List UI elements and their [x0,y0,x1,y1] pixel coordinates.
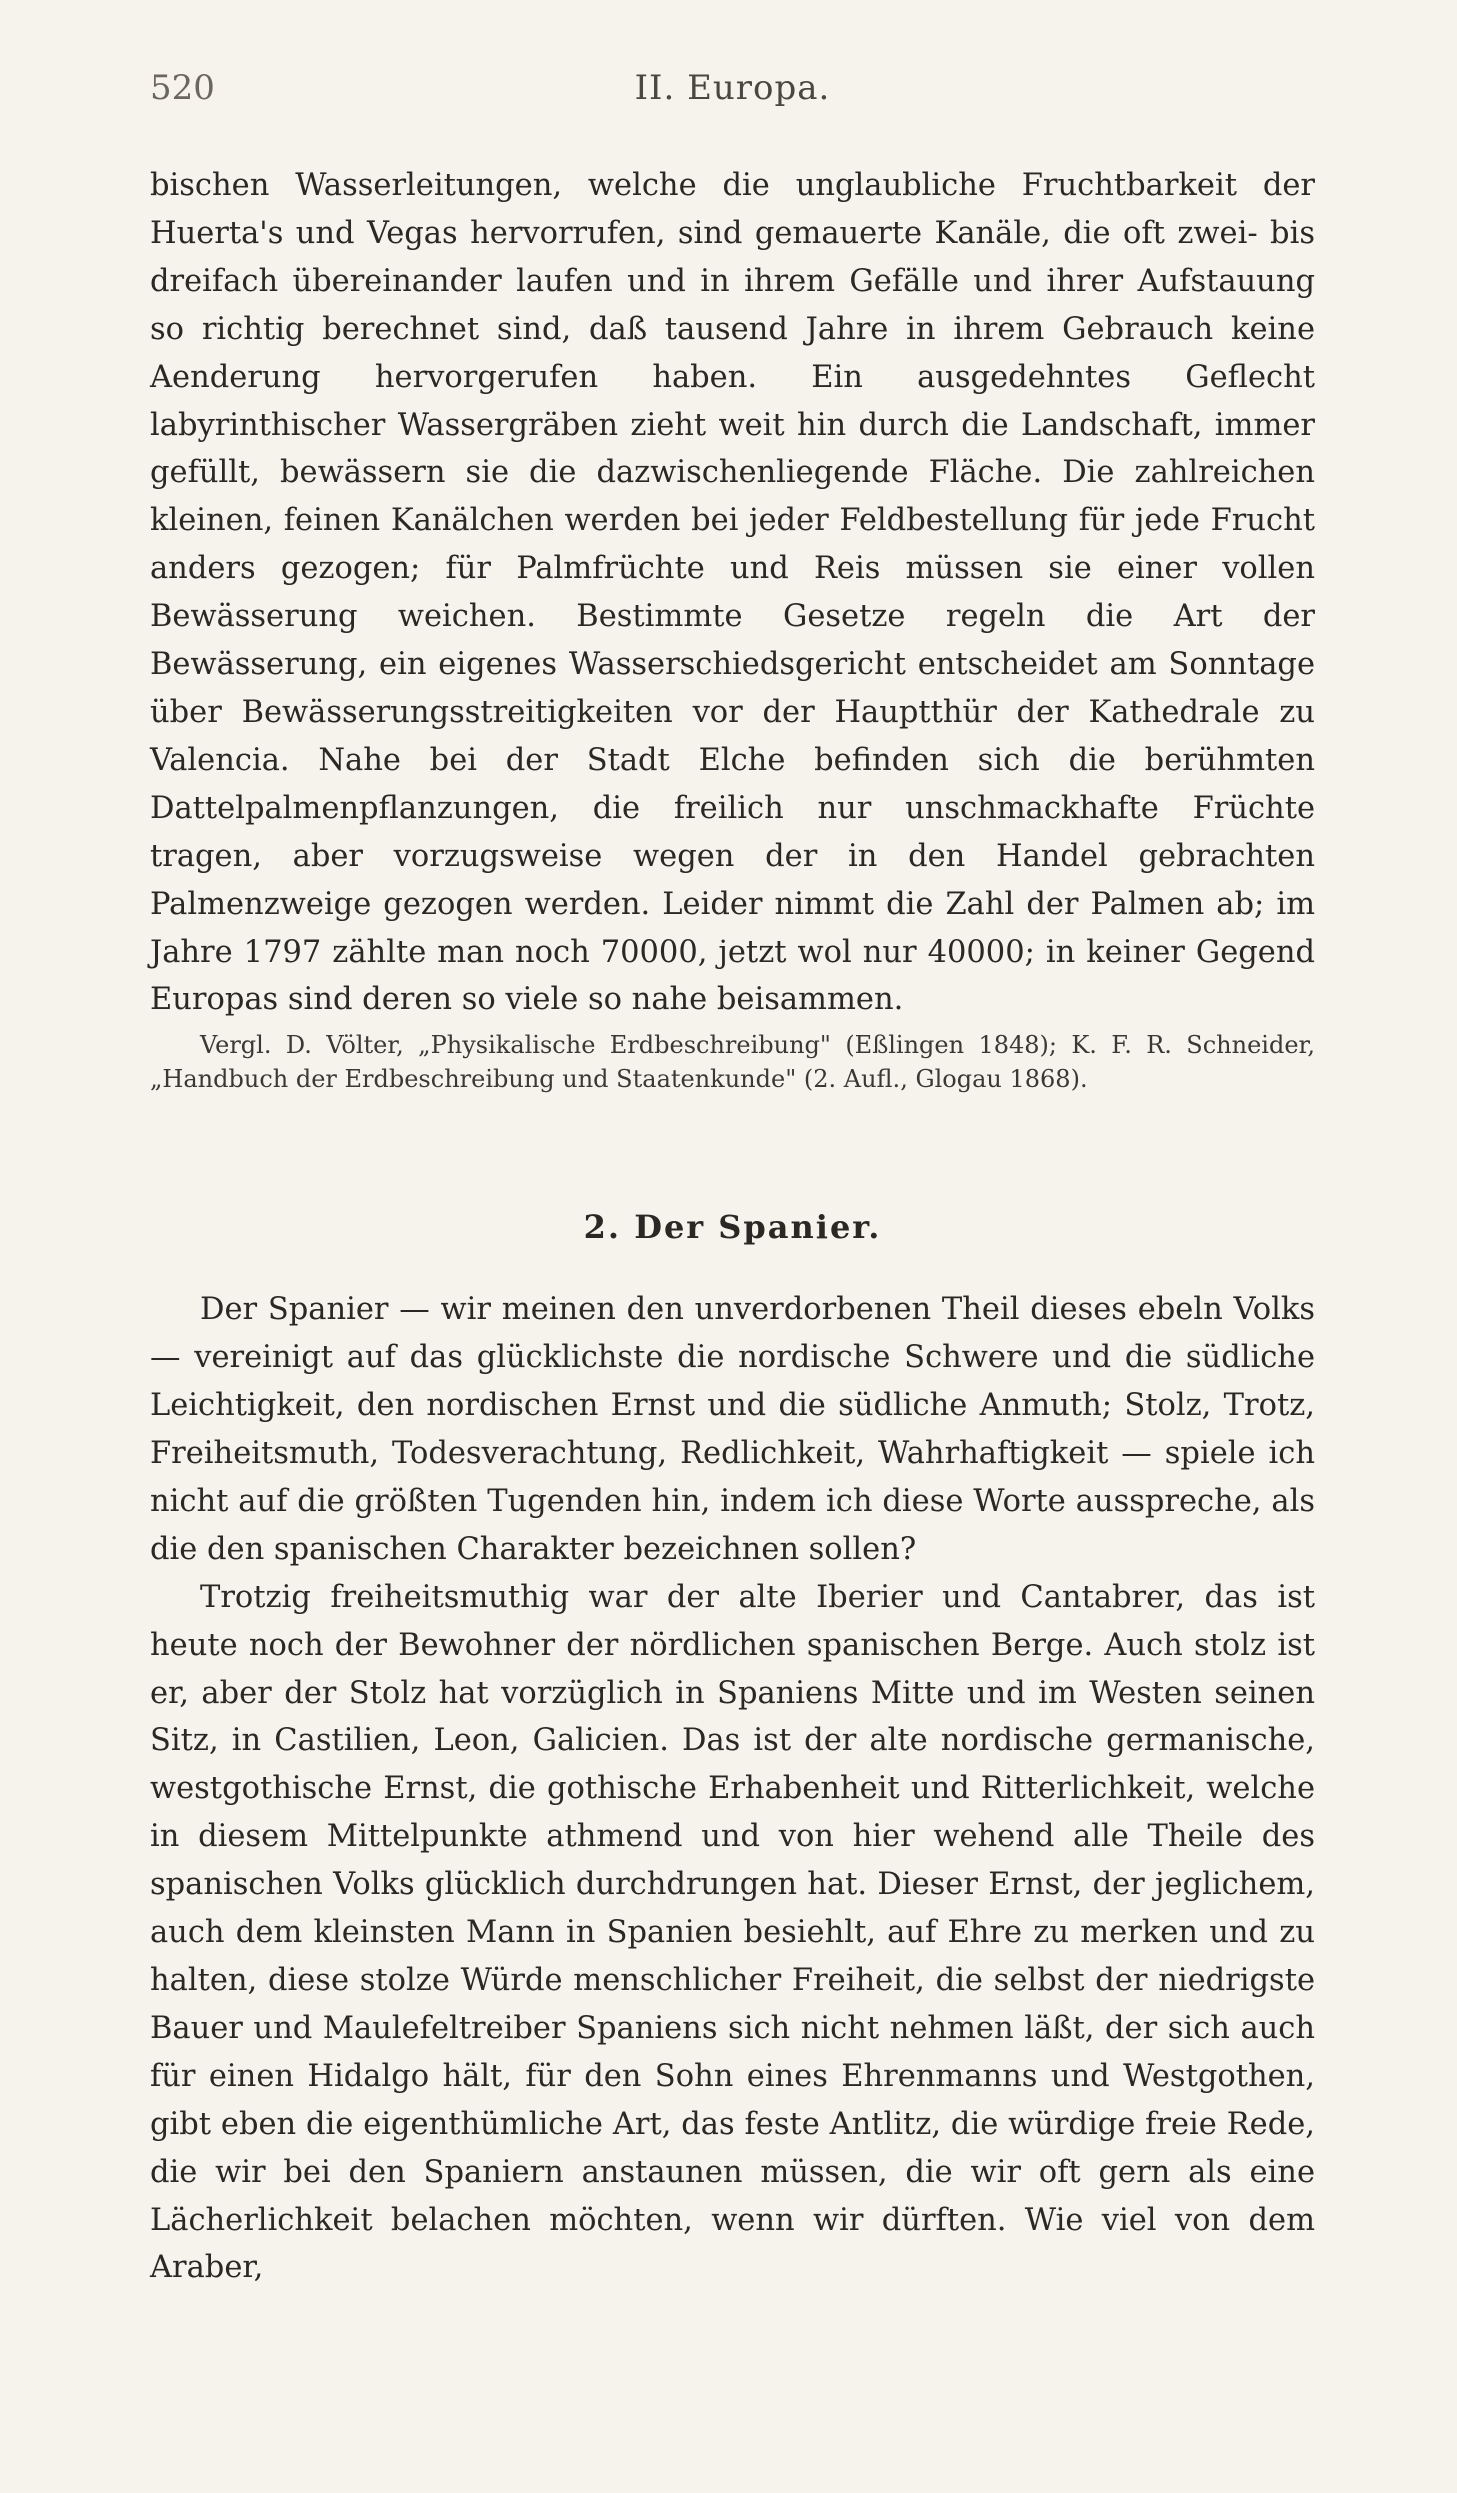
running-head: II. Europa. [634,68,831,108]
paragraph-spanier-intro: Der Spanier — wir meinen den unverdorbenen Theil dieses ebeln Volks — vereinigt auf das glücklichste die nordische Schwere und die südliche Leichtigkeit, den nordischen Ernst und die südliche Anmuth; Stolz, Trotz, Freiheitsmuth, Todesverachtung, Redlichkeit, Wahrhaftigkeit — spiele ich nicht auf die größten Tugenden hin, indem ich diese Worte ausspreche, als die den spanischen Charakter bezeichnen sollen? [150,1292,1315,1567]
page-number: 520 [150,68,215,108]
book-page [150,60,1315,2460]
references-note: Vergl. D. Völter, „Physikalische Erdbeschreibung" (Eßlingen 1848); K. F. R. Schneider, „Handbuch der Erdbeschreibung und Staatenkunde" (2. Aufl., Glogau 1868). [150,1031,1315,1094]
page-header [150,60,1315,120]
paragraph-spanier-character: Trotzig freiheitsmuthig war der alte Iberier und Cantabrer, das ist heute noch der Bewohner der nördlichen spanischen Berge. Auch stolz ist er, aber der Stolz hat vorzüglich in Spaniens Mitte und im Westen seinen Sitz, in Castilien, Leon, Galicien. Das ist der alte nordische germanische, westgothische Ernst, die gothische Erhabenheit und Ritterlichkeit, welche in diesem Mittelpunkte athmend und von hier wehend alle Theile des spanischen Volks glücklich durchdrungen hat. Dieser Ernst, der jeglichem, auch dem kleinsten Mann in Spanien besiehlt, auf Ehre zu merken und zu halten, diese stolze Würde menschlicher Freiheit, die selbst der niedrigste Bauer und Maulefeltreiber Spaniens sich nicht nehmen läßt, der sich auch für einen Hidalgo hält, für den Sohn eines Ehrenmanns und Westgothen, gibt eben die eigenthümliche Art, das feste Antlitz, die würdige freie Rede, die wir bei den Spaniern anstaunen müssen, die wir oft gern als eine Lächerlichkeit belachen möchten, wenn wir dürften. Wie viel von dem Araber, [150,1579,1315,2286]
continuation-paragraph: bischen Wasserleitungen, welche die unglaubliche Fruchtbarkeit der Huerta's und Vegas hervorrufen, sind gemauerte Kanäle, die oft zwei- bis dreifach übereinander laufen und in ihrem Gefälle und ihrer Aufstauung so richtig berechnet sind, daß tausend Jahre in ihrem Gebrauch keine Aenderung hervorgerufen haben. Ein ausgedehntes Geflecht labyrinthischer Wassergräben zieht weit hin durch die Landschaft, immer gefüllt, bewässern sie die dazwischenliegende Fläche. Die zahlreichen kleinen, feinen Kanälchen werden bei jeder Feldbestellung für jede Frucht anders gezogen; für Palmfrüchte und Reis müssen sie einer vollen Bewässerung weichen. Bestimmte Gesetze regeln die Art der Bewässerung, ein eigenes Wasserschiedsgericht entscheidet am Sonntage über Bewässerungsstreitigkeiten vor der Hauptthür der Kathedrale zu Valencia. Nahe bei der Stadt Elche befinden sich die berühmten Dattelpalmenpflanzungen, die freilich nur unschmackhafte Früchte tragen, aber vorzugsweise wegen der in den Handel gebrachten Palmenzweige gezogen werden. Leider nimmt die Zahl der Palmen ab; im Jahre 1797 zählte man noch 70000, jetzt wol nur 40000; in keiner Gegend Europas sind deren so viele so nahe beisammen. [150,168,1315,1018]
section-heading: 2. Der Spanier. [583,1208,882,1247]
